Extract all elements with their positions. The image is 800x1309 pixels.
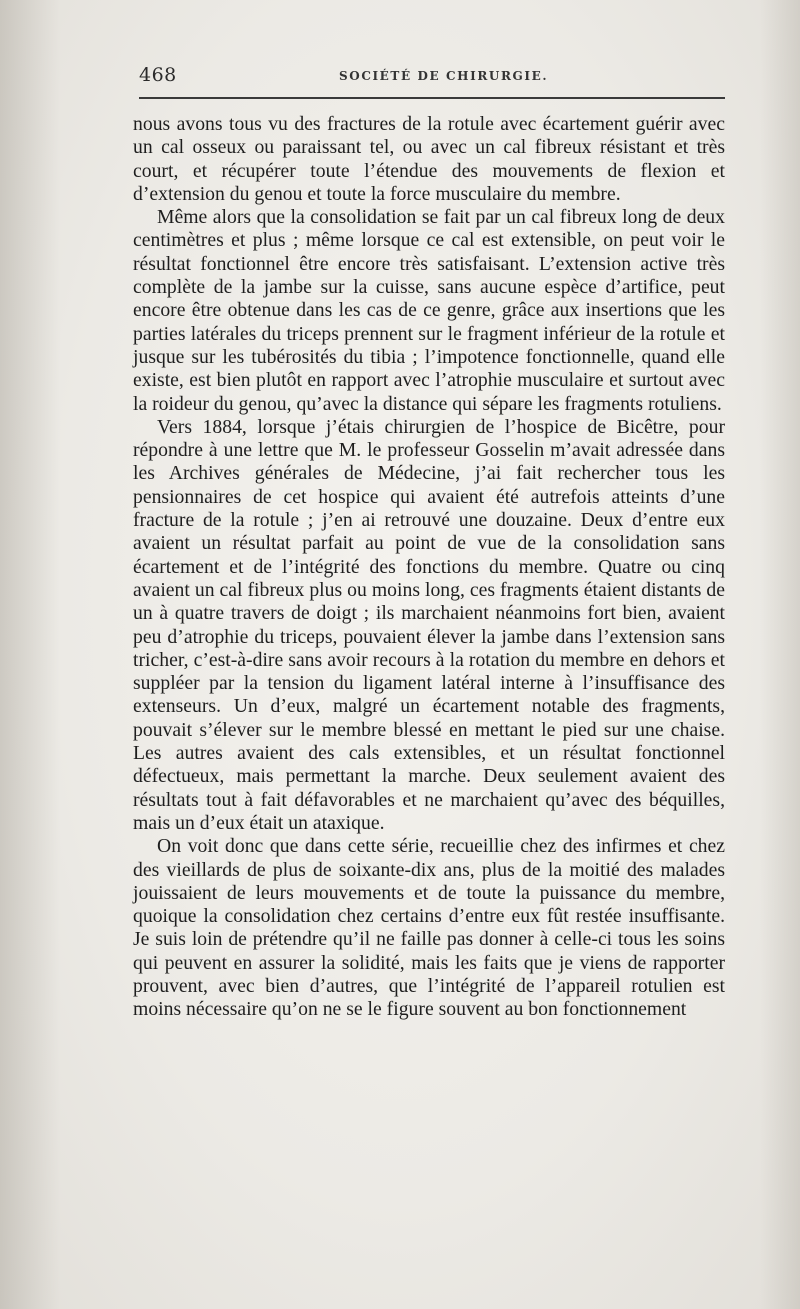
paragraph-4: On voit donc que dans cette série, recueillie chez des infirmes et chez des vieillards de plus de soixante-dix ans, plus de la moitié des malades jouissaient de leurs mouvements et de toute la puissance du membre, quoique la consolidation chez certains d’entre eux fût restée insuffisante. Je suis loin de prétendre qu’il ne faille pas donner à celle-ci tous les soins qui peuvent en assurer la solidité, mais les faits que je viens de rapporter prouvent, avec bien d’autres, que l’intégrité de l’appareil rotulien est moins nécessaire qu’on ne se le figure souvent au bon fonctionnement <box>133 835 725 1021</box>
page-edge-shadow-right <box>760 0 800 1309</box>
paragraph-3: Vers 1884, lorsque j’étais chirurgien de l’hospice de Bicêtre, pour répondre à une lettre que M. le professeur Gosselin m’avait adressée dans les Archives générales de Médecine, j’ai fait rechercher tous les pensionnaires de cet hospice qui avaient été autrefois atteints d’une fracture de la rotule ; j’en ai retrouvé une douzaine. Deux d’entre eux avaient un résultat parfait au point de vue de la consolidation sans écartement et de l’intégrité des fonctions du membre. Quatre ou cinq avaient un cal fibreux plus ou moins long, ces fragments étaient distants de un à quatre travers de doigt ; ils marchaient néanmoins fort bien, avaient peu d’atrophie du triceps, pouvaient élever la jambe dans l’extension sans tricher, c’est-à-dire sans avoir recours à la rotation du membre en dehors et suppléer par la tension du ligament latéral interne à l’insuffisance des extenseurs. Un d’eux, malgré un écartement notable des fragments, pouvait s’élever sur le membre blessé en mettant le pied sur une chaise. Les autres avaient des cals extensibles, et un résultat fonctionnel défectueux, mais permettant la marche. Deux seulement avaient des résultats tout à fait défavorables et ne marchaient qu’avec des béquilles, mais un d’eux était un ataxique. <box>133 415 725 834</box>
paragraph-2: Même alors que la consolidation se fait par un cal fibreux long de deux centimètres et plus ; même lorsque ce cal est extensible, on peut voir le résultat fonctionnel être encore très satisfaisant. L’extension active très complète de la jambe sur la cuisse, sans aucune espèce d’artifice, peut encore être obtenue dans les cas de ce genre, grâce aux insertions que les parties latérales du triceps prennent sur le fragment inférieur de la rotule et jusque sur les tubérosités du tibia ; l’impotence fonctionnelle, quand elle existe, est bien plutôt en rapport avec l’atrophie musculaire et surtout avec la roideur du genou, qu’avec la distance qui sépare les fragments rotuliens. <box>133 206 725 415</box>
page-header <box>139 64 724 94</box>
page-edge-shadow-left <box>0 0 60 1309</box>
body-text <box>133 113 725 1022</box>
header-rule <box>139 97 725 99</box>
running-head: SOCIÉTÉ DE CHIRURGIE. <box>339 69 549 83</box>
paragraph-1: nous avons tous vu des fractures de la rotule avec écartement guérir avec un cal osseux ou paraissant tel, ou avec un cal fibreux résistant et très court, et récupérer toute l’étendue des mouvements de flexion et d’extension du genou et toute la force musculaire du membre. <box>133 113 725 205</box>
page-number: 468 <box>139 64 177 86</box>
